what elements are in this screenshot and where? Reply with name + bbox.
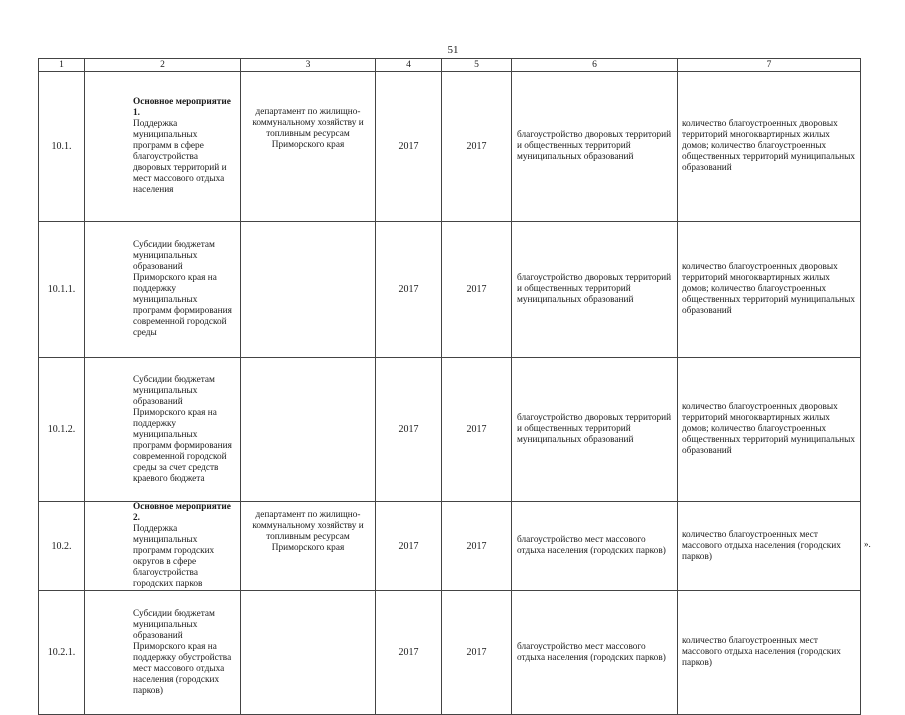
row-number: 10.1.2. — [39, 358, 85, 502]
start-year: 2017 — [376, 72, 442, 222]
end-year: 2017 — [442, 502, 512, 591]
indicator-cell: количество благоустроенных дворовых территорий многоквартирных жилых домов; количество благоустроенных общественных территорий муниципальных образований — [678, 222, 861, 358]
closing-quote-mark: ». — [864, 539, 871, 549]
indicator-cell: количество благоустроенных дворовых территорий многоквартирных жилых домов; количество благоустроенных общественных территорий муниципальных образований — [678, 72, 861, 222]
result-cell: благоустройство мест массового отдыха населения (городских парков) — [512, 502, 678, 591]
table-row — [39, 222, 861, 358]
measure-description: Субсидии бюджетам муниципальных образований Приморского края на поддержку муниципальных программ формирования современной городской среды — [85, 222, 241, 358]
measure-title: Основное мероприятие 1. — [133, 97, 231, 118]
table-row — [39, 72, 861, 222]
end-year: 2017 — [442, 222, 512, 358]
start-year: 2017 — [376, 358, 442, 502]
start-year: 2017 — [376, 222, 442, 358]
executor-cell: департамент по жилищно-коммунальному хозяйству и топливным ресурсам Приморского края — [241, 502, 376, 591]
column-header: 6 — [512, 59, 678, 72]
indicator-cell: количество благоустроенных мест массового отдыха населения (городских парков) — [678, 502, 861, 591]
end-year: 2017 — [442, 358, 512, 502]
column-header: 3 — [241, 59, 376, 72]
header-row — [39, 59, 861, 72]
indicator-cell: количество благоустроенных дворовых территорий многоквартирных жилых домов; количество благоустроенных общественных территорий муниципальных образований — [678, 358, 861, 502]
executor-cell — [241, 591, 376, 715]
start-year: 2017 — [376, 502, 442, 591]
column-header: 7 — [678, 59, 861, 72]
table-row — [39, 502, 861, 591]
indicator-cell: количество благоустроенных мест массового отдыха населения (городских парков) — [678, 591, 861, 715]
measure-description: Субсидии бюджетам муниципальных образований Приморского края на поддержку обустройства мест массового отдыха населения (городских парков) — [85, 591, 241, 715]
table-row — [39, 591, 861, 715]
end-year: 2017 — [442, 72, 512, 222]
result-cell: благоустройство дворовых территорий и общественных территорий муниципальных образований — [512, 222, 678, 358]
column-header: 5 — [442, 59, 512, 72]
executor-cell — [241, 358, 376, 502]
measure-title: Основное мероприятие 2. — [133, 502, 231, 523]
result-cell: благоустройство дворовых территорий и общественных территорий муниципальных образований — [512, 358, 678, 502]
executor-cell — [241, 222, 376, 358]
row-number: 10.1.1. — [39, 222, 85, 358]
table-row — [39, 358, 861, 502]
row-number: 10.2. — [39, 502, 85, 591]
end-year: 2017 — [442, 591, 512, 715]
start-year: 2017 — [376, 591, 442, 715]
row-number: 10.2.1. — [39, 591, 85, 715]
measure-name-cell — [85, 72, 241, 222]
measure-description: Субсидии бюджетам муниципальных образований Приморского края на поддержку муниципальных программ формирования современной городской среды за счет средств краевого бюджета — [85, 358, 241, 502]
column-header: 2 — [85, 59, 241, 72]
executor-cell: департамент по жилищно-коммунальному хозяйству и топливным ресурсам Приморского края — [241, 72, 376, 222]
measure-name-cell — [85, 502, 241, 591]
measures-table — [38, 58, 861, 715]
measure-description: Поддержка муниципальных программ городских округов в сфере благоустройства городских парков — [133, 524, 215, 589]
column-header: 1 — [39, 59, 85, 72]
page-number: 51 — [447, 44, 459, 56]
column-header: 4 — [376, 59, 442, 72]
measure-description: Поддержка муниципальных программ в сфере благоустройства дворовых территорий и мест массового отдыха населения — [133, 119, 227, 195]
result-cell: благоустройство мест массового отдыха населения (городских парков) — [512, 591, 678, 715]
result-cell: благоустройство дворовых территорий и общественных территорий муниципальных образований — [512, 72, 678, 222]
row-number: 10.1. — [39, 72, 85, 222]
